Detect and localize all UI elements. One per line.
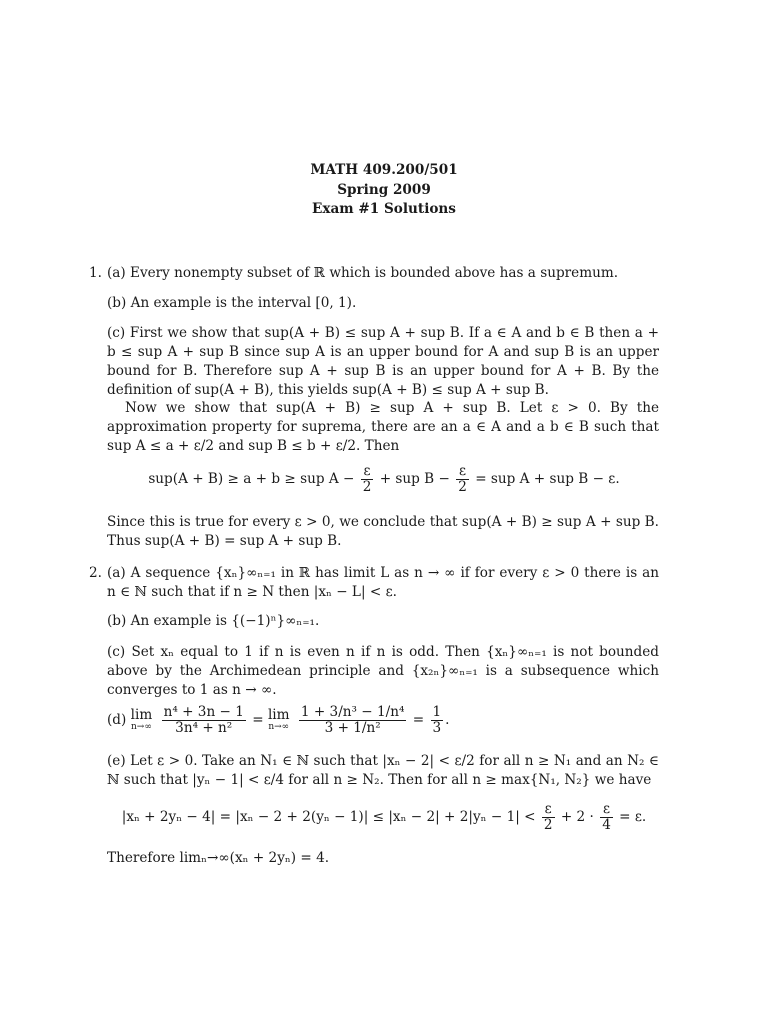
problem-1a: (a) Every nonempty subset of ℝ which is bounded above has a supremum.	[107, 265, 619, 281]
problem-2c: (c) Set xₙ equal to 1 if n is even n if n is odd. Then {xₙ}∞ₙ₌₁ is not bounded above by the Archimedean principle and {x₂ₙ}∞ₙ₌₁ is a subsequence which converges to 1 as n → ∞.	[107, 644, 659, 698]
fraction-eps-over-2: $\frac{\varepsilon}{2}$	[362, 463, 372, 495]
problem-1c-paragraph-1: (c) First we show that sup(A + B) ≤ sup A + sup B. If a ∈ A and b ∈ B then a + b ≤ sup A + sup B since sup A is an upper bound for A and sup B is an upper bound for B. Therefore sup A + sup B is an upper bound for A + B. By the definition of sup(A + B), this yields sup(A + B) ≤ sup A + sup B.	[107, 325, 659, 398]
limit-operator: lim n→∞	[130, 706, 153, 732]
problem-2-conclusion: Therefore limₙ→∞(xₙ + 2yₙ) = 4.	[107, 850, 330, 866]
problem-1c-display-equation	[0, 464, 768, 495]
eq-mid: + sup B −	[379, 471, 450, 487]
problem-2e: (e) Let ε > 0. Take an N₁ ∈ ℕ such that |xₙ − 2| < ε/2 for all n ≥ N₁ and an N₂ ∈ ℕ such that |yₙ − 1| < ε/4 for all n ≥ N₂. Then for all n ≥ max{N₁, N₂} we have	[107, 753, 659, 788]
problem-2d: (d) lim n→∞ $\frac{\text{n⁴ + 3n − 1}}{\text{3n⁴ + n²}}$ = lim n→∞ $\frac{\text{1 + 3/n³ − 1/n⁴}}{\text{3 + 1/n²}}$ = $\frac{1}{3}$ .	[107, 704, 450, 736]
exam-title: Exam #1 Solutions	[312, 201, 456, 217]
fraction-eps-over-4-e: $\frac{\varepsilon}{4}$	[602, 801, 611, 833]
eq-left: sup(A + B) ≥ a + b ≥ sup A −	[148, 471, 355, 487]
fraction-eps-over-2-e: $\frac{\varepsilon}{2}$	[543, 801, 553, 833]
course-title: MATH 409.200/501	[310, 162, 458, 178]
problem-2b: (b) An example is {(−1)ⁿ}∞ₙ₌₁.	[107, 613, 320, 629]
fraction-eps-over-2-second: $\frac{\varepsilon}{2}$	[458, 463, 467, 495]
problem-2-number: 2.	[89, 565, 102, 581]
fraction-divided-expression: $\frac{\text{1 + 3/n³ − 1/n⁴}}{\text{3 + 1/n²}}$	[300, 704, 405, 736]
semester: Spring 2009	[337, 181, 431, 198]
limit-operator-2: lim n→∞	[267, 706, 290, 732]
problem-1-number: 1.	[89, 265, 102, 281]
fraction-limit-expression: $\frac{\text{n⁴ + 3n − 1}}{\text{3n⁴ + n²}}$	[163, 704, 244, 736]
problem-1b: (b) An example is the interval [0, 1).	[107, 295, 357, 311]
fraction-one-third: $\frac{1}{3}$	[432, 704, 442, 736]
problem-2a: (a) A sequence {xₙ}∞ₙ₌₁ in ℝ has limit L as n → ∞ if for every ε > 0 there is an n ∈ ℕ such that if n ≥ N then |xₙ − L| < ε.	[107, 565, 659, 600]
problem-1c-paragraph-2: Now we show that sup(A + B) ≥ sup A + sup B. Let ε > 0. By the approximation property for suprema, there are an a ∈ A and a b ∈ B such that sup A ≤ a + ε/2 and sup B ≤ b + ε/2. Then	[107, 400, 659, 454]
document-header	[0, 161, 768, 220]
problem-1c-paragraph-3: Since this is true for every ε > 0, we conclude that sup(A + B) ≥ sup A + sup B. Thus sup(A + B) = sup A + sup B.	[107, 514, 659, 549]
eq-right: = sup A + sup B − ε.	[475, 471, 620, 487]
problem-2e-display-equation: |xₙ + 2yₙ − 4| = |xₙ − 2 + 2(yₙ − 1)| ≤ |xₙ − 2| + 2|yₙ − 1| < $\frac{\varepsilon}{2}$ + 2 · $\frac{\varepsilon}{4}$ = ε.	[121, 801, 647, 833]
